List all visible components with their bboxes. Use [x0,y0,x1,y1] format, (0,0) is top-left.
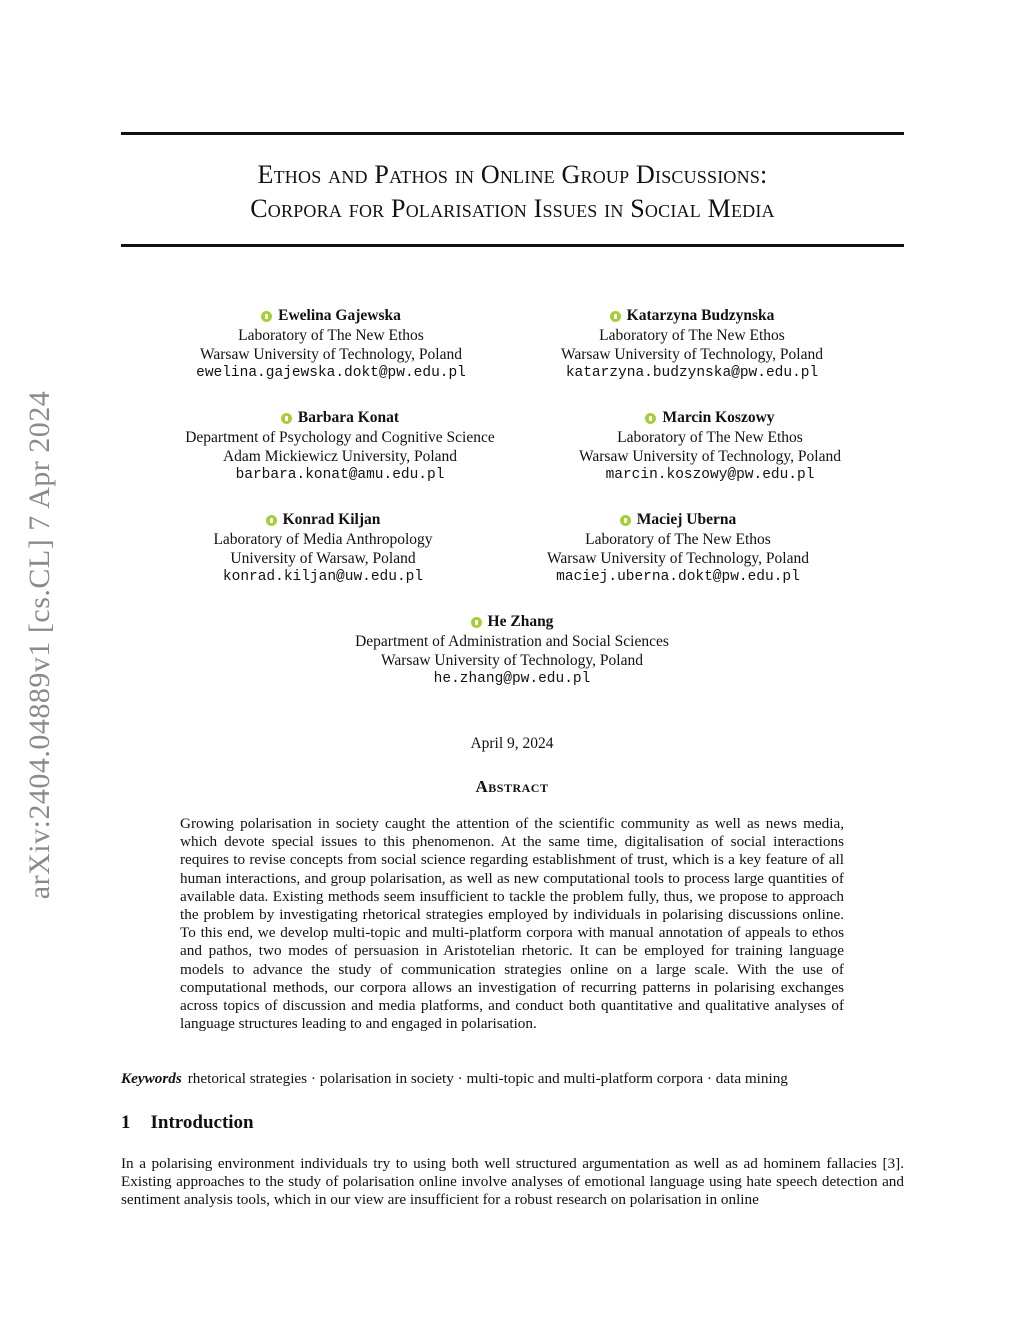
title-line-1: Ethos and Pathos in Online Group Discussions: [257,160,768,189]
author-institution: Adam Mickiewicz University, Poland [222,447,458,465]
author-email[interactable]: ewelina.gajewska.dokt@pw.edu.pl [196,365,466,382]
paper-date: April 9, 2024 [470,735,554,752]
section-title: Introduction [150,1112,254,1133]
orcid-icon[interactable] [471,617,482,628]
author-name-row [471,613,554,632]
author-email[interactable]: barbara.konat@amu.edu.pl [235,467,445,484]
orcid-icon[interactable] [281,413,292,424]
orcid-icon[interactable] [645,413,656,424]
author-name-row [645,409,774,428]
author-block [121,307,541,383]
title-line-2: Corpora for Polarisation Issues in Social Media [250,194,775,223]
orcid-icon[interactable] [610,311,621,322]
author-email[interactable]: konrad.kiljan@uw.edu.pl [222,569,424,586]
author-affiliation: Laboratory of The New Ethos [238,327,424,345]
author-institution: Warsaw University of Technology, Poland [200,345,462,363]
orcid-icon[interactable] [261,311,272,322]
intro-paragraph: In a polarising environment individuals try to using both well structured argumentation as well as ad hominem fallacies [3]. Existing approaches to the study of polarisation online involve analyses of emotional language using hate speech detection and sentiment analysis tools, which in our view are insufficient for a robust research on polarisation in online [121,1155,904,1209]
author-name-row [266,511,381,530]
section-number: 1 [121,1112,131,1133]
abstract-text: Growing polarisation in society caught the attention of the scientific community as well as news media, which devote special issues to this phenomenon. At the same time, digitalisation of social interactions requires to revise concepts from social science regarding establishment of trust, which is a key feature of all human interactions, and group polarisation, as well as new computational tools to process large quantities of available data. Existing methods seem insufficient to tackle the problem fully, thus, we propose to approach the problem by investigating rhetorical strategies employed by individuals in polarising discussions online. To this end, we develop multi-topic and multi-platform corpora with manual annotation of appeals to ethos and pathos, two modes of persuasion in Aristotelian rhetoric. It can be employed for training language models to advance the study of communication strategies online on a large scale. With the use of computational methods, our corpora allows an investigation of recurring patterns in polarising exchanges across topics of discussion and media platforms, and conduct both quantitative and qualitative analyses of language structures leading to and engaged in polarisation. [180,815,844,1033]
author-name: Ewelina Gajewska [278,307,401,324]
author-email[interactable]: katarzyna.budzynska@pw.edu.pl [565,365,819,382]
author-name: Maciej Uberna [636,511,737,528]
keywords-text: rhetorical strategies · polarisation in society · multi-topic and multi-platform corpora · data mining [187,1070,788,1087]
author-affiliation: Laboratory of The New Ethos [599,327,785,345]
author-affiliation: Laboratory of Media Anthropology [213,531,433,549]
arxiv-stamp: arXiv:2404.04889v1 [cs.CL] 7 Apr 2024 [23,390,56,900]
orcid-icon[interactable] [266,515,277,526]
author-name-row [261,307,401,326]
author-institution: Warsaw University of Technology, Poland [579,447,841,465]
section-heading [121,1112,254,1134]
author-name: Marcin Koszowy [662,409,775,426]
author-block [500,409,920,485]
author-block [482,307,902,383]
author-name-row [610,307,775,326]
abstract-heading: Abstract [475,777,549,796]
author-name: Konrad Kiljan [282,511,381,528]
author-block [302,613,722,689]
keywords-line [121,1070,904,1088]
author-institution: Warsaw University of Technology, Poland [381,651,643,669]
author-name: Katarzyna Budzynska [626,307,775,324]
author-name-row [281,409,399,428]
author-affiliation: Laboratory of The New Ethos [585,531,771,549]
orcid-icon[interactable] [620,515,631,526]
author-block [130,409,550,485]
keywords-label: Keywords [121,1070,182,1087]
author-affiliation: Department of Administration and Social Sciences [355,633,669,651]
author-email[interactable]: maciej.uberna.dokt@pw.edu.pl [556,569,800,586]
paper-title [121,158,904,226]
title-rule-top [121,132,904,135]
author-name-row [620,511,736,530]
title-rule-bottom [121,244,904,247]
author-block [468,511,888,587]
author-name: Barbara Konat [297,409,400,426]
author-email[interactable]: marcin.koszowy@pw.edu.pl [605,467,815,484]
author-affiliation: Department of Psychology and Cognitive Science [185,429,495,447]
author-institution: Warsaw University of Technology, Poland [547,549,809,567]
author-institution: Warsaw University of Technology, Poland [561,345,823,363]
author-email[interactable]: he.zhang@pw.edu.pl [433,671,591,688]
author-institution: University of Warsaw, Poland [230,549,416,567]
author-affiliation: Laboratory of The New Ethos [617,429,803,447]
author-name: He Zhang [487,613,554,630]
